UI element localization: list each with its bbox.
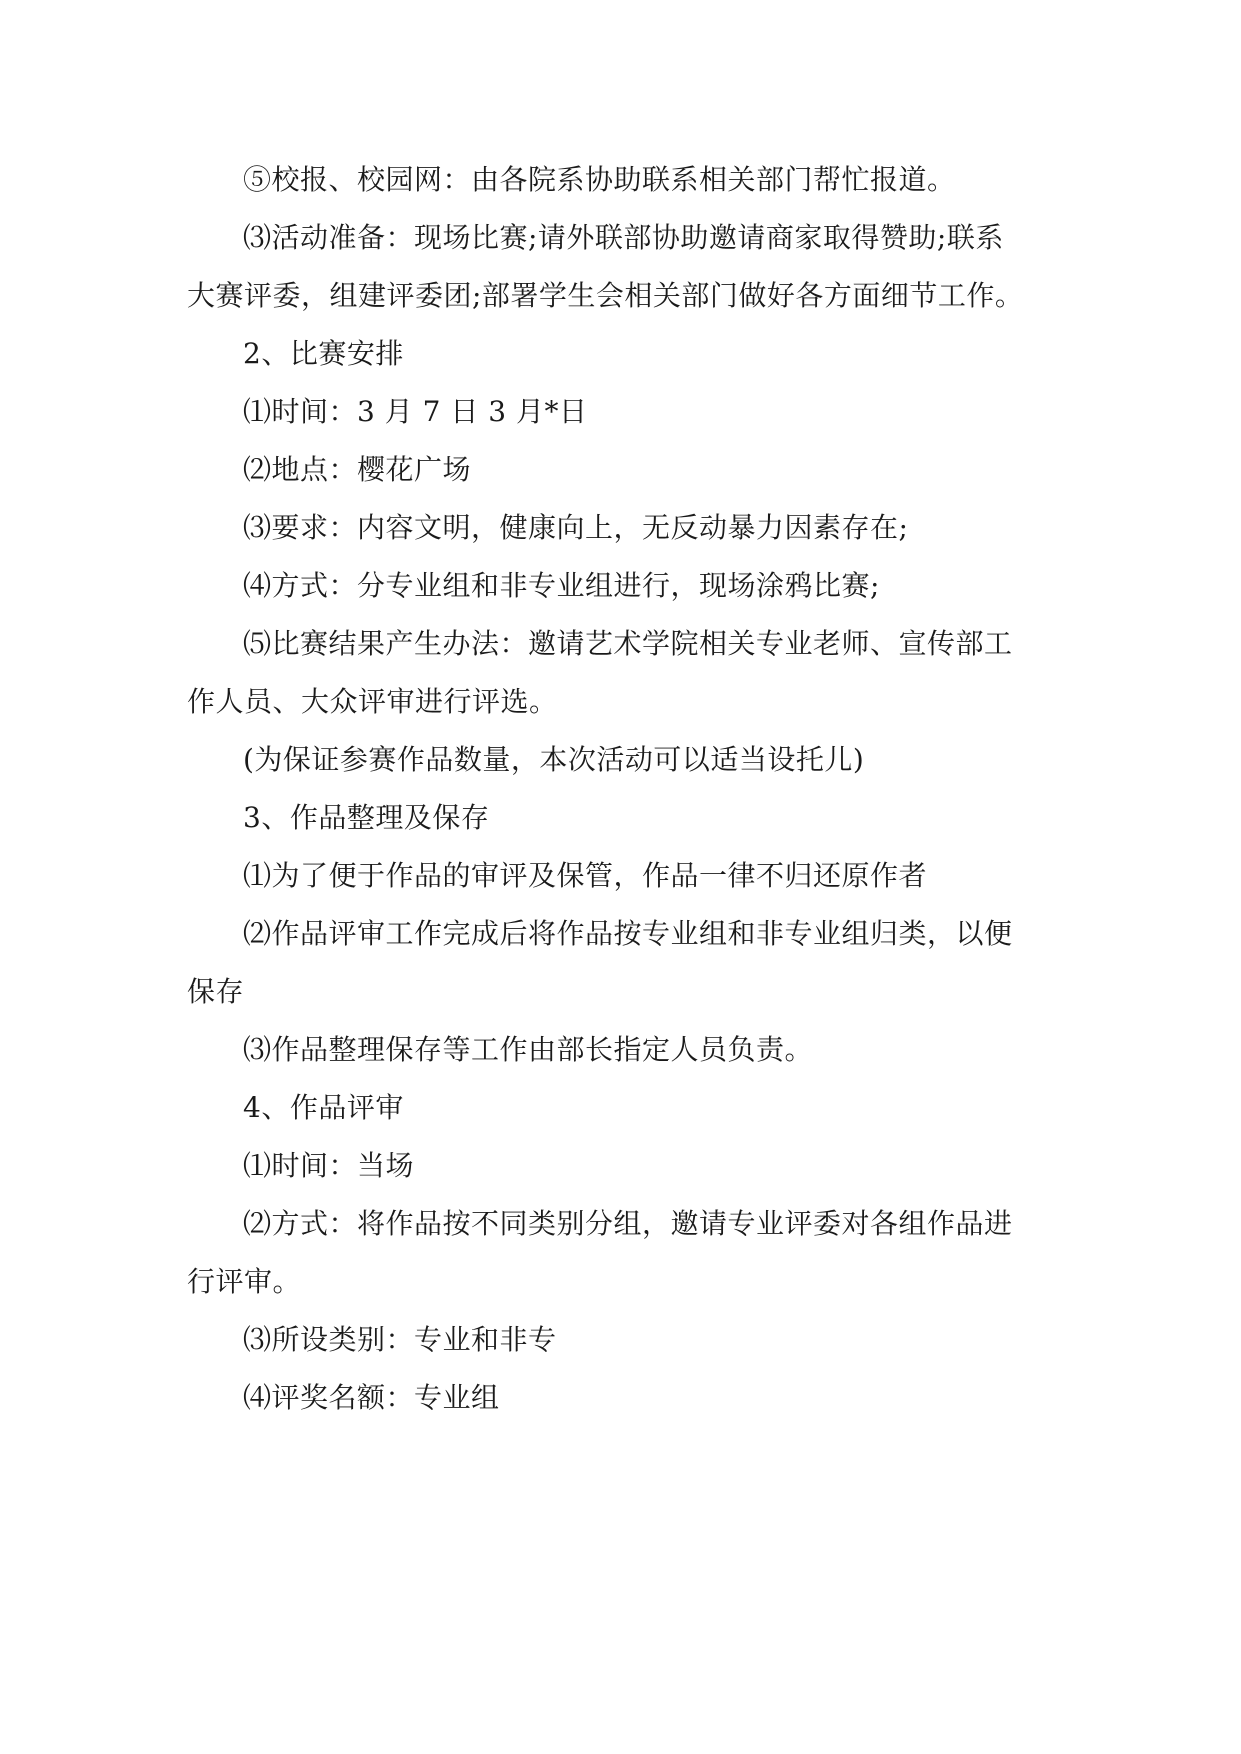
paragraph-line: ⑶要求：内容文明，健康向上，无反动暴力因素存在; xyxy=(243,511,909,544)
paragraph-line: (为保证参赛作品数量，本次活动可以适当设托儿) xyxy=(243,743,865,776)
paragraph-line: ⑵方式：将作品按不同类别分组，邀请专业评委对各组作品进 xyxy=(243,1207,1013,1240)
paragraph-line: 大赛评委，组建评委团;部署学生会相关部门做好各方面细节工作。 xyxy=(187,279,1024,312)
paragraph-line: ⑴时间：3 月 7 日 3 月*日 xyxy=(243,395,588,428)
paragraph-line: 保存 xyxy=(187,975,245,1008)
paragraph-line: 行评审。 xyxy=(187,1265,302,1298)
section-heading: 4、作品评审 xyxy=(243,1091,404,1124)
section-heading: 3、作品整理及保存 xyxy=(243,801,490,834)
paragraph-line: ⑸比赛结果产生办法：邀请艺术学院相关专业老师、宣传部工 xyxy=(243,627,1013,660)
paragraph-line: ⑶所设类别：专业和非专 xyxy=(243,1323,557,1356)
paragraph-line: ⑶作品整理保存等工作由部长指定人员负责。 xyxy=(243,1033,814,1066)
section-heading: 2、比赛安排 xyxy=(243,337,404,370)
paragraph-line: ⑴时间：当场 xyxy=(243,1149,415,1182)
paragraph-line: ⑷评奖名额：专业组 xyxy=(243,1381,500,1414)
paragraph-line: ⑤校报、校园网：由各院系协助联系相关部门帮忙报道。 xyxy=(243,163,956,196)
paragraph-line: ⑵地点：樱花广场 xyxy=(243,453,472,486)
paragraph-line: ⑴为了便于作品的审评及保管，作品一律不归还原作者 xyxy=(243,859,928,892)
paragraph-line: ⑶活动准备：现场比赛;请外联部协助邀请商家取得赞助;联系 xyxy=(243,221,1004,254)
paragraph-line: ⑷方式：分专业组和非专业组进行，现场涂鸦比赛; xyxy=(243,569,880,602)
paragraph-line: 作人员、大众评审进行评选。 xyxy=(187,685,558,718)
paragraph-line: ⑵作品评审工作完成后将作品按专业组和非专业组归类，以便 xyxy=(243,917,1013,950)
